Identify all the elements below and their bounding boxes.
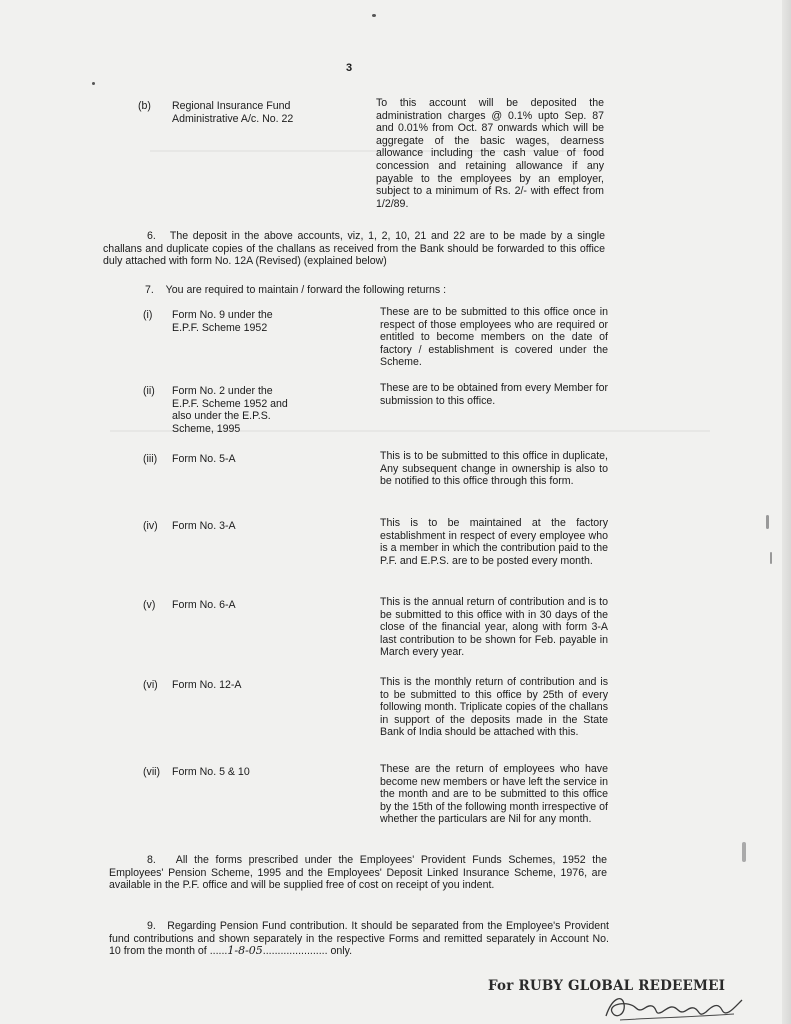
paragraph-7-text: You are required to maintain / forward the following returns :: [165, 284, 447, 296]
return-item-form-line: Scheme, 1995: [172, 422, 241, 435]
return-item-form-line: Form No. 5-A: [172, 453, 236, 465]
page-edge-shadow: [782, 0, 791, 1024]
return-item-description: These are the return of employees who have become new members or have left the service in the month and are to be submitted to this office by the 15th of the following month irrespective of whether the particulars are Nil for any month.: [380, 763, 608, 826]
return-item-form-line: Form No. 5 & 10: [172, 766, 250, 778]
scan-speck: [770, 552, 772, 564]
return-item-marker: (iii): [143, 453, 158, 465]
handwritten-date: 1-8-05: [227, 944, 263, 958]
return-item-form-line: Form No. 6-A: [172, 599, 236, 611]
paragraph-9-text-end: ...................... only.: [262, 945, 353, 958]
return-item-form: [172, 766, 342, 779]
paragraph-7: [145, 284, 605, 297]
return-item-marker: (iv): [143, 520, 158, 532]
return-item-form-line: Form No. 2 under the: [172, 385, 273, 397]
return-item-form: [172, 679, 342, 692]
return-item-form: [172, 453, 342, 466]
return-item-description: These are to be submitted to this office once in respect of those employees who are required or entitled to become members on the date of factory / establishment is covered under the Scheme.: [380, 306, 608, 369]
return-item-form: [172, 309, 342, 334]
paragraph-6-number: 6.: [147, 230, 156, 242]
paragraph-8-text: All the forms prescribed under the Employees' Provident Funds Schemes, 1952 the Employees' Pension Scheme, 1995 and the Employees' Deposit Linked Insurance Scheme, 1976, are available in the P.F. office and will be supplied free of cost on receipt of you indent.: [109, 854, 607, 892]
section-b-name: [172, 100, 342, 125]
return-item-marker: (i): [143, 309, 153, 321]
return-item-form: [172, 385, 342, 435]
paragraph-8: [109, 854, 607, 892]
return-item-description: This is the annual return of contribution and is to be submitted to this office with in 30 days of the close of the financial year, along with form 3-A last contribution to be shown for Feb. payable in March every year.: [380, 596, 608, 659]
scan-speck: [372, 14, 376, 17]
return-item-form-line: Form No. 12-A: [172, 679, 242, 691]
return-item-description: This is the monthly return of contribution and is to be submitted to this office by 25th of every following month. Triplicate copies of the challans in support of the deposits made in the State Bank of India should be attached with this.: [380, 676, 608, 739]
return-item-marker: (vi): [143, 679, 158, 691]
paragraph-9-number: 9.: [147, 920, 156, 932]
section-b-marker: (b): [138, 100, 151, 112]
return-item-form-line: also under the E.P.S.: [172, 410, 271, 423]
section-b-description: To this account will be deposited the administration charges @ 0.1% upto Sep. 87 and 0.01% from Oct. 87 onwards which will be aggregate of the basic wages, dearness allowance including the cash value of food concession and retaining allowance if any payable to the employees by an employer, subject to a minimum of Rs. 2/- with effect from 1/2/89.: [376, 97, 604, 210]
return-item-form: [172, 599, 342, 612]
company-stamp: For RUBY GLOBAL REDEEMEI: [488, 978, 726, 994]
paragraph-6: [103, 230, 605, 268]
return-item-description: These are to be obtained from every Member for submission to this office.: [380, 382, 608, 407]
return-item-description: This is to be submitted to this office in duplicate, Any subsequent change in ownership is also to be notified to this office through this form.: [380, 450, 608, 488]
return-item-form-line: Form No. 9 under the: [172, 309, 273, 321]
return-item-description: This is to be maintained at the factory establishment in respect of every employee who is a member in which the contribution paid to the P.F. and E.P.S. are to be posted every month.: [380, 517, 608, 567]
scan-speck: [742, 842, 746, 862]
return-item-form-line: E.P.F. Scheme 1952 and: [172, 397, 288, 410]
page-number: 3: [346, 62, 353, 74]
scan-speck: [766, 515, 769, 529]
paragraph-7-number: 7.: [145, 284, 154, 296]
scan-speck: [92, 82, 95, 85]
return-item-form-line: E.P.F. Scheme 1952: [172, 321, 268, 334]
return-item-marker: (vii): [143, 766, 161, 778]
paragraph-9-text: Regarding Pension Fund contribution. It should be separated from the Employee's Provident fund contributions and shown separately in the respective Forms and remitted separately in Account No. 10 from the month of ......: [109, 920, 609, 958]
section-b-name-line1: Regional Insurance Fund: [172, 100, 291, 112]
return-item-marker: (v): [143, 599, 156, 611]
signature-icon: [602, 990, 752, 1024]
return-item-form-line: Form No. 3-A: [172, 520, 236, 532]
return-item-marker: (ii): [143, 385, 155, 397]
return-item-form: [172, 520, 342, 533]
paragraph-6-text: The deposit in the above accounts, viz, 1, 2, 10, 21 and 22 are to be made by a single challans and duplicate copies of the challans as received from the Bank should be forwarded to this office duly attached with form No. 12A (Revised) (explained below): [103, 230, 605, 268]
section-b-name-line2: Administrative A/c. No. 22: [172, 112, 294, 125]
paragraph-9: [109, 920, 609, 958]
paragraph-8-number: 8.: [147, 854, 156, 866]
